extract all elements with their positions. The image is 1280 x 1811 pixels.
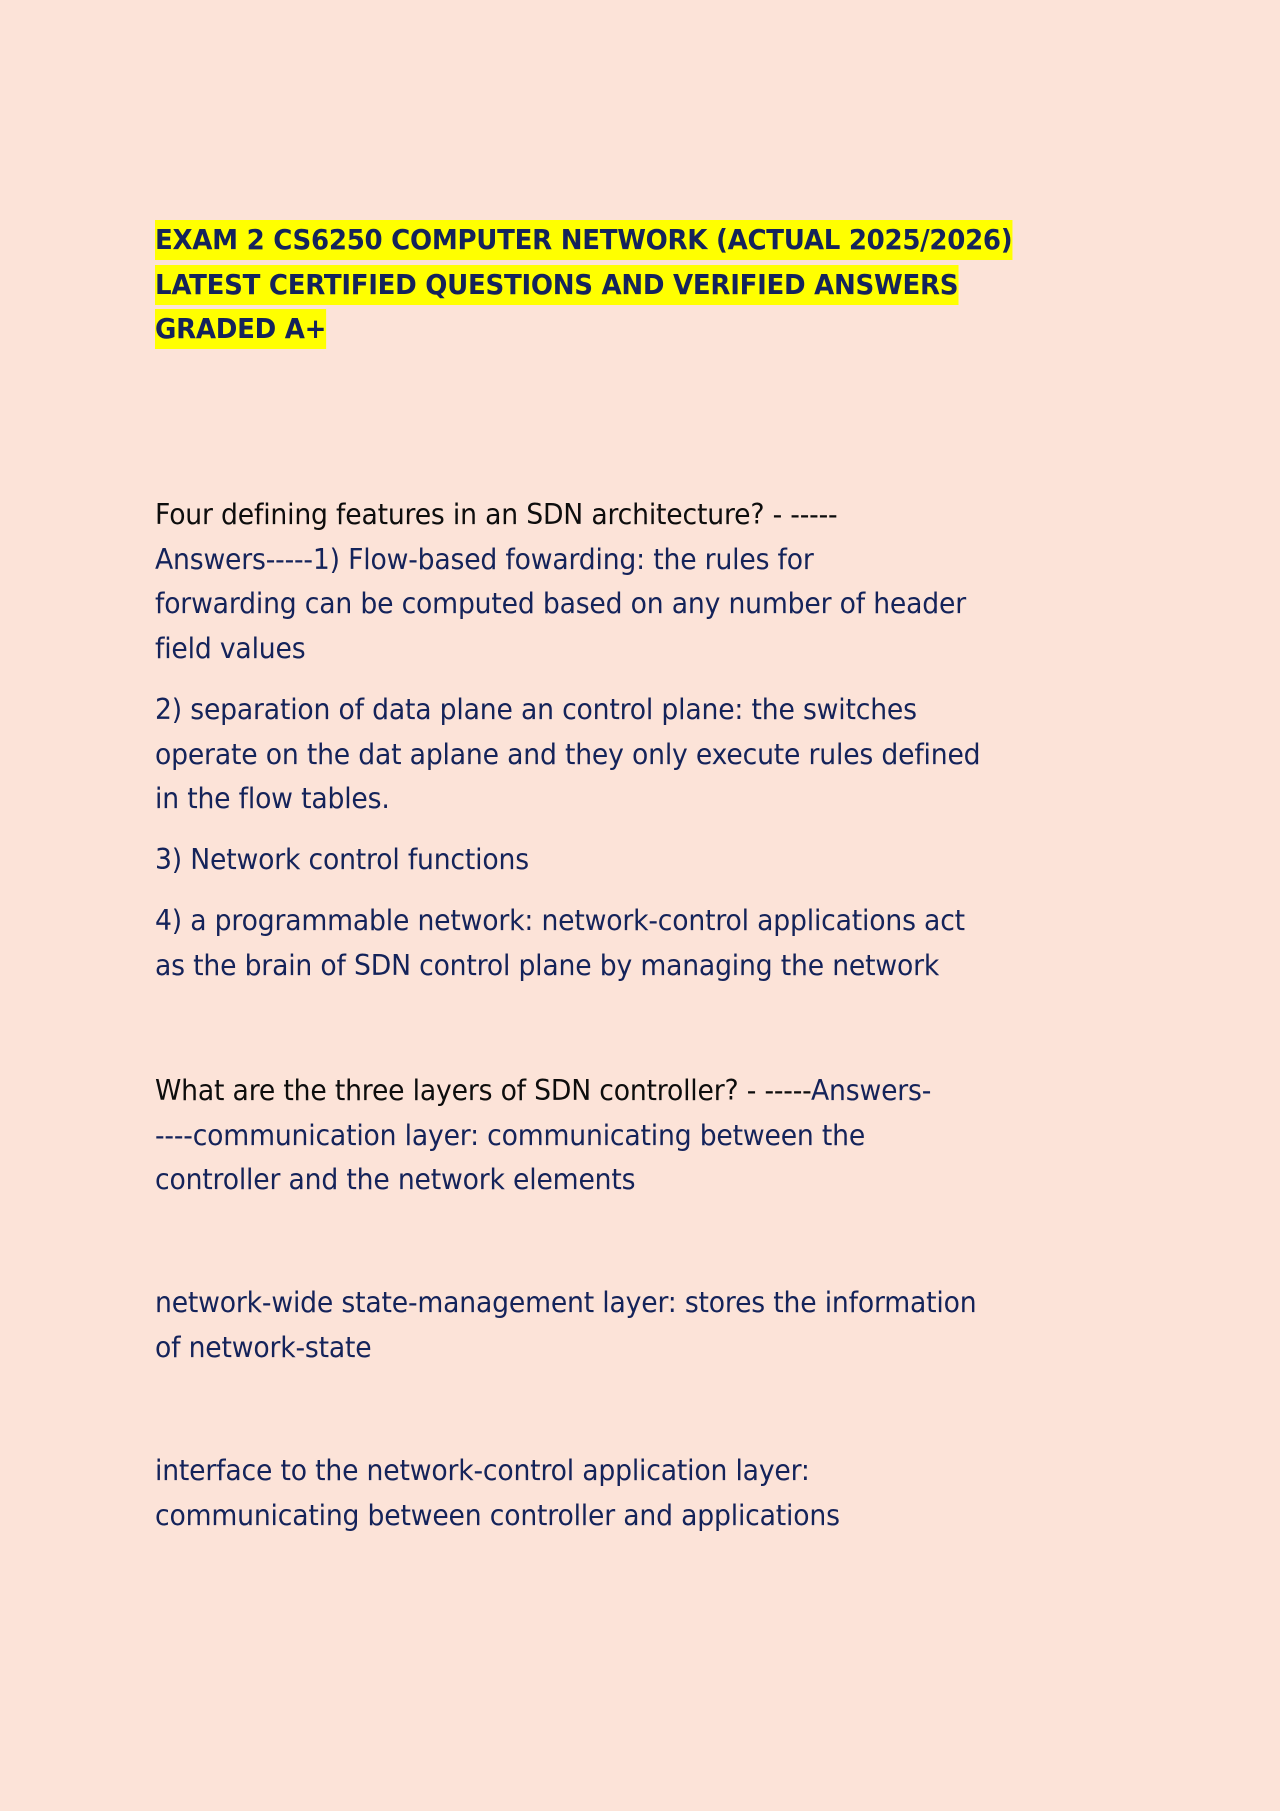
title-line-2: LATEST CERTIFIED QUESTIONS AND VERIFIED ANSWERS: [155, 265, 958, 305]
title-line-1: EXAM 2 CS6250 COMPUTER NETWORK (ACTUAL 2025/2026): [155, 220, 1012, 260]
answer-1-p4-line-2: as the brain of SDN control plane by managing the network: [155, 948, 940, 982]
answer-2-p2-line-1: network-wide state-management layer: stores the information: [155, 1286, 977, 1319]
answer-1-paragraph-3: [155, 838, 1127, 883]
qa-2-question-block: [155, 1069, 1127, 1203]
answer-1-p2-line-2: operate on the dat aplane and they only execute rules defined: [155, 737, 981, 771]
answer-2-paragraph-3: [155, 1449, 1127, 1538]
answer-2-p3-line-1: interface to the network-control application layer:: [155, 1454, 810, 1487]
question-1-text: Four defining features in an SDN architecture? - -----: [155, 498, 838, 531]
answer-1-p4-line-1: 4) a programmable network: network-control applications act: [155, 904, 965, 937]
document-title: [155, 218, 1178, 352]
answer-2-line-2: controller and the network elements: [155, 1163, 636, 1196]
answer-1-line-1: Answers-----1) Flow-based fowarding: the rules for: [155, 542, 814, 576]
answer-1-paragraph-4: [155, 899, 1127, 988]
answer-2-line-1: ----communication layer: communicating between the: [155, 1118, 866, 1152]
qa-1-question-block: [155, 493, 1127, 671]
answer-1-paragraph-2: [155, 688, 1127, 822]
answer-2-start: Answers-: [811, 1074, 932, 1107]
answer-1-p2-line-3: in the flow tables.: [155, 782, 390, 815]
answer-2-p3-line-2: communicating between controller and applications: [155, 1498, 840, 1532]
answer-1-line-2: forwarding can be computed based on any number of header: [155, 587, 966, 620]
question-2-text: What are the three layers of SDN controller? - -----: [155, 1074, 812, 1107]
answer-1-p3-line-1: 3) Network control functions: [155, 843, 529, 876]
answer-1-p2-line-1: 2) separation of data plane an control plane: the switches: [155, 693, 917, 726]
title-line-3: GRADED A+: [155, 309, 326, 349]
answer-2-paragraph-2: [155, 1281, 1127, 1370]
answer-1-line-3: field values: [155, 631, 306, 665]
answer-2-p2-line-2: of network-state: [155, 1330, 372, 1364]
